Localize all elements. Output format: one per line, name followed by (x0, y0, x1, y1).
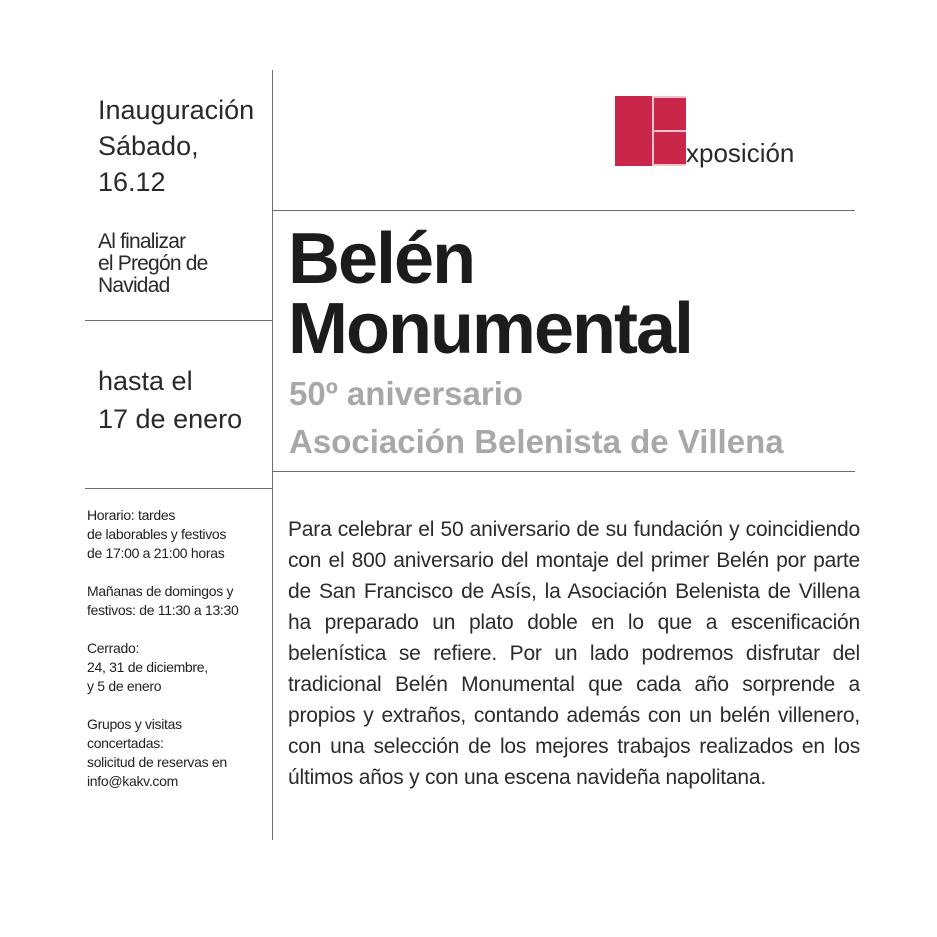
subtitle-line: 50º aniversario (289, 375, 524, 412)
closed-days (87, 639, 239, 696)
inauguration-date: 16.12 (98, 167, 166, 197)
note-line: Al finalizar (98, 230, 186, 253)
schedule-info (87, 506, 239, 810)
inauguration-label: Inauguración (98, 95, 255, 125)
info-line: Horario: tardes (87, 507, 176, 523)
schedule-mornings (87, 582, 239, 620)
until-date: 17 de enero (98, 404, 243, 434)
subtitle (289, 370, 784, 466)
info-line: y 5 de enero (87, 678, 162, 694)
after-proclamation-note (98, 231, 208, 297)
section-label: xposición (686, 138, 795, 168)
info-line: de 17:00 a 21:00 horas (87, 545, 225, 561)
info-line: solicitud de reservas en (87, 754, 227, 770)
info-line: de laborables y festivos (87, 526, 227, 542)
group-visits (87, 715, 239, 791)
left-divider-1 (85, 320, 272, 321)
vertical-divider (272, 70, 273, 840)
title-line: Belén (288, 219, 475, 299)
top-rule (272, 210, 855, 211)
inauguration-block (98, 92, 254, 200)
mid-rule (272, 471, 855, 472)
schedule-afternoons (87, 506, 239, 563)
title-line: Monumental (288, 289, 692, 369)
info-line: concertadas: (87, 735, 164, 751)
info-line: 24, 31 de diciembre, (87, 659, 208, 675)
left-divider-2 (85, 488, 272, 489)
info-line: Grupos y visitas (87, 716, 182, 732)
description-paragraph: Para celebrar el 50 aniversario de su fundación y coincidiendo con el 800 aniversario del montaje del primer Belén por parte de San Francisco de Asís, la Asociación Belenista de Villena ha preparado un plato doble en lo que a escenificación belenística se refiere. Por un lado podremos disfrutar del tradicional Belén Monumental que cada año sorprende a propios y extraños, contando además con un belén villenero, con una selección de los mejores trabajos realizados en los últimos años y con una escena navideña napolitana. (288, 518, 860, 789)
info-line: Cerrado: (87, 640, 140, 656)
until-label: hasta el (98, 366, 193, 396)
note-line: Navidad (98, 274, 170, 297)
until-date-block (98, 362, 242, 438)
inauguration-day: Sábado, (98, 131, 199, 161)
contact-email: info@kakv.com (87, 773, 178, 789)
info-line: festivos: de 11:30 a 13:30 (87, 602, 239, 618)
subtitle-line: Asociación Belenista de Villena (289, 423, 784, 460)
note-line: el Pregón de (98, 252, 208, 275)
letter-e-logo-icon (652, 96, 686, 166)
info-line: Mañanas de domingos y (87, 583, 234, 599)
page-title (288, 219, 692, 369)
